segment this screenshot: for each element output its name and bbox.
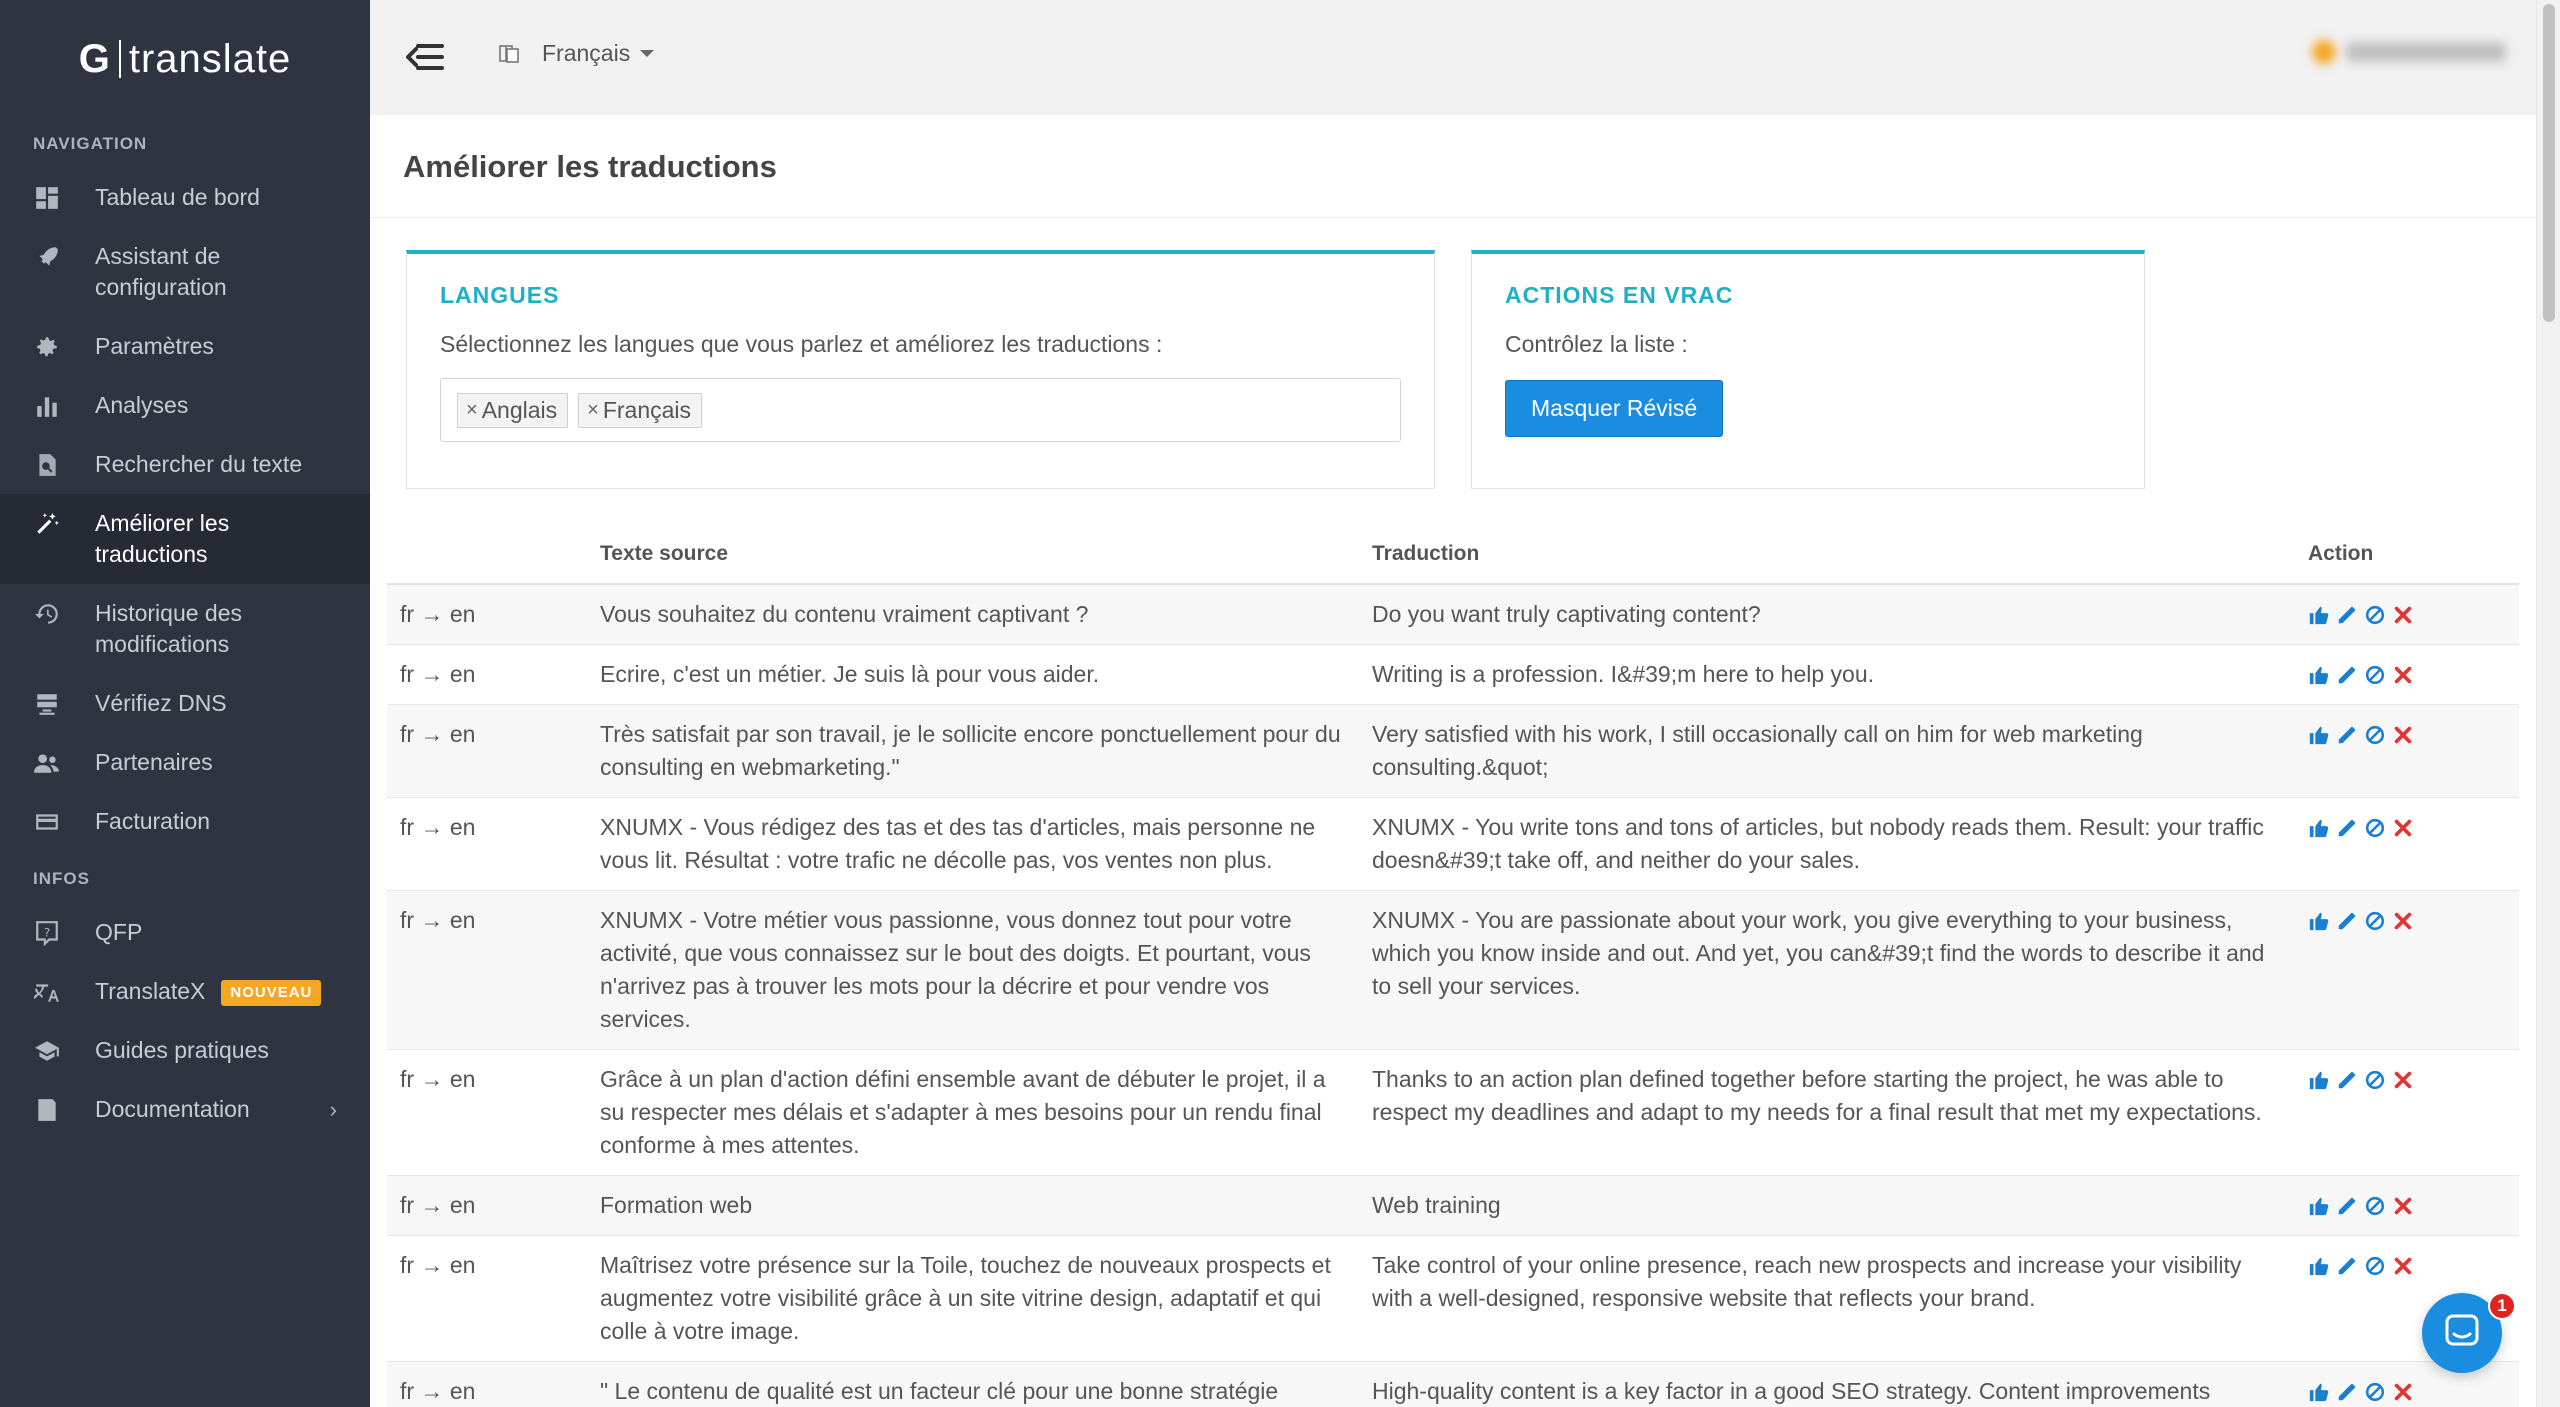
row-direction: fr → en: [400, 907, 476, 933]
history-icon: [33, 600, 61, 628]
thumbs-up-icon[interactable]: [2308, 604, 2330, 626]
delete-icon[interactable]: [2392, 1381, 2414, 1403]
language-tag-label: Anglais: [481, 396, 558, 423]
sidebar-item-documentation[interactable]: [0, 1080, 370, 1139]
ban-icon[interactable]: [2364, 604, 2386, 626]
sidebar-item-faq[interactable]: [0, 903, 370, 962]
sidebar-item-guides[interactable]: [0, 1021, 370, 1080]
thumbs-up-icon[interactable]: [2308, 910, 2330, 932]
row-translation-text: Take control of your online presence, reach new prospects and increase your visibility with a well-designed, responsive website that reflects your brand.: [1372, 1252, 2242, 1311]
delete-icon[interactable]: [2392, 724, 2414, 746]
row-actions: [2308, 705, 2519, 797]
row-translation-text: Writing is a profession. I&#39;m here to help you.: [1372, 661, 1875, 687]
chat-notification-badge: 1: [2488, 1292, 2516, 1320]
row-source-text: Maîtrisez votre présence sur la Toile, touchez de nouveaux prospects et augmentez votre visibilité grâce à un site vitrine design, adaptatif et qui colle à votre image.: [600, 1252, 1331, 1344]
pencil-icon[interactable]: [2336, 817, 2358, 839]
languages-tag-input[interactable]: [440, 378, 1401, 442]
row-direction: fr → en: [400, 601, 476, 627]
row-direction: fr → en: [400, 1252, 476, 1278]
main-content: [370, 115, 2536, 1407]
row-actions: [2308, 645, 2519, 704]
row-direction: fr → en: [400, 814, 476, 840]
delete-icon[interactable]: [2392, 1255, 2414, 1277]
row-source-text: Ecrire, c'est un métier. Je suis là pour vous aider.: [600, 661, 1100, 687]
language-selector-label: Français: [542, 40, 631, 66]
row-translation-text: XNUMX - You are passionate about your work, you give everything to your business, which you know inside and out. And yet, you can&#39;t find the words to describe it and to sell your services.: [1372, 907, 2265, 999]
collapse-sidebar-icon[interactable]: [406, 42, 444, 72]
table-row: [387, 1176, 2519, 1236]
row-direction: fr → en: [400, 1192, 476, 1218]
sidebar-item-label: Facturation: [95, 808, 211, 834]
sidebar-item-label: Partenaires: [95, 749, 213, 775]
sidebar-item-label: Tableau de bord: [95, 184, 260, 210]
chevron-right-icon: ›: [329, 1097, 337, 1122]
row-translation-text: XNUMX - You write tons and tons of articles, but nobody reads them. Result: your traffic doesn&#39;t take off, and neither do your sales.: [1372, 814, 2264, 873]
translate-icon: [33, 978, 61, 1006]
rocket-icon: [33, 243, 61, 271]
pencil-icon[interactable]: [2336, 910, 2358, 932]
row-source-text: Grâce à un plan d'action défini ensemble avant de débuter le projet, il a su respecter mes délais et s'adapter à mes besoins pour un rendu final conforme à mes attentes.: [600, 1066, 1326, 1158]
sidebar-item-label: TranslateX: [95, 978, 206, 1004]
sidebar-item-label: Documentation: [95, 1096, 250, 1122]
row-actions: [2308, 798, 2519, 890]
row-source-text: Très satisfait par son travail, je le sollicite encore ponctuellement pour du consulting en webmarketing.": [600, 721, 1341, 780]
thumbs-up-icon[interactable]: [2308, 1069, 2330, 1091]
sidebar-item-partners[interactable]: [0, 733, 370, 792]
logo-divider: [119, 40, 121, 78]
delete-icon[interactable]: [2392, 817, 2414, 839]
new-badge: NOUVEAU: [221, 980, 321, 1006]
thumbs-up-icon[interactable]: [2308, 1255, 2330, 1277]
table-row: [387, 705, 2519, 798]
sidebar: [0, 0, 370, 1407]
table-row: [387, 585, 2519, 645]
row-actions: [2308, 1176, 2519, 1235]
svg-text:?: ?: [43, 925, 51, 940]
nav-section-label: NAVIGATION: [33, 134, 148, 153]
row-actions: [2308, 1362, 2519, 1407]
language-selector[interactable]: [498, 40, 654, 67]
sidebar-item-label: Vérifiez DNS: [95, 690, 227, 716]
pencil-icon[interactable]: [2336, 1195, 2358, 1217]
row-translation-text: Thanks to an action plan defined together before starting the project, he was able to respect my deadlines and adapt to my needs for a final result that met my expectations.: [1372, 1066, 2262, 1125]
sidebar-item-dashboard[interactable]: [0, 168, 370, 227]
bulk-actions-box: [1471, 250, 2145, 489]
sidebar-item-history[interactable]: [0, 584, 370, 674]
row-actions: [2308, 1050, 2519, 1175]
hide-reviewed-button[interactable]: Masquer Révisé: [1505, 380, 1723, 437]
sidebar-item-label: Améliorer les traductions: [95, 510, 230, 567]
row-direction: fr → en: [400, 661, 476, 687]
magic-wand-icon: [33, 510, 61, 538]
server-icon: [33, 690, 61, 718]
sidebar-item-label: Analyses: [95, 392, 189, 418]
thumbs-up-icon[interactable]: [2308, 1381, 2330, 1403]
avatar: [2312, 40, 2336, 64]
topbar: [370, 0, 2536, 115]
languages-box-text: Sélectionnez les langues que vous parlez et améliorez les traductions :: [440, 331, 1163, 357]
table-row: [387, 1362, 2519, 1407]
pencil-icon[interactable]: [2336, 1381, 2358, 1403]
row-source-text: Vous souhaitez du contenu vraiment captivant ?: [600, 601, 1089, 627]
table-row: [387, 1236, 2519, 1362]
sidebar-item-label: Rechercher du texte: [95, 451, 303, 477]
row-translation-text: Web training: [1372, 1192, 1501, 1218]
header-translation: Traduction: [1372, 542, 1480, 565]
ban-icon[interactable]: [2364, 724, 2386, 746]
dashboard-icon: [33, 184, 61, 212]
translations-table: [387, 525, 2519, 1407]
row-actions: [2308, 891, 2519, 1049]
delete-icon[interactable]: [2392, 1069, 2414, 1091]
logo-g: G: [78, 36, 111, 81]
sidebar-item-search-text[interactable]: [0, 435, 370, 494]
bulk-actions-text: Contrôlez la liste :: [1505, 331, 1688, 357]
language-tag: [578, 393, 702, 428]
thumbs-up-icon[interactable]: [2308, 1195, 2330, 1217]
ban-icon[interactable]: [2364, 1381, 2386, 1403]
language-tag: [457, 393, 568, 428]
pencil-icon[interactable]: [2336, 724, 2358, 746]
sidebar-item-billing[interactable]: [0, 792, 370, 851]
infos-section-label: INFOS: [33, 869, 90, 888]
table-row: [387, 645, 2519, 705]
delete-icon[interactable]: [2392, 1195, 2414, 1217]
ban-icon[interactable]: [2364, 1255, 2386, 1277]
app-logo[interactable]: [0, 0, 370, 118]
logo-word: translate: [128, 36, 292, 81]
sidebar-item-improve-translations[interactable]: [0, 494, 370, 584]
question-icon: [33, 919, 61, 947]
row-direction: fr → en: [400, 721, 476, 747]
row-source-text: Formation web: [600, 1192, 753, 1218]
remove-tag-icon[interactable]: ×: [466, 398, 478, 421]
row-translation-text: High-quality content is a key factor in a good SEO strategy. Content improvements: [1372, 1378, 2211, 1404]
scrollbar-thumb[interactable]: [2543, 4, 2555, 322]
ban-icon[interactable]: [2364, 1195, 2386, 1217]
user-name-blurred: [2346, 42, 2506, 62]
pencil-icon[interactable]: [2336, 1255, 2358, 1277]
table-row: [387, 1050, 2519, 1176]
ban-icon[interactable]: [2364, 1069, 2386, 1091]
remove-tag-icon[interactable]: ×: [587, 398, 599, 421]
header-source: Texte source: [600, 542, 728, 565]
user-menu[interactable]: [2312, 40, 2506, 64]
row-translation-text: Do you want truly captivating content?: [1372, 601, 1761, 627]
table-header: [387, 525, 2519, 585]
ban-icon[interactable]: [2364, 910, 2386, 932]
thumbs-up-icon[interactable]: [2308, 664, 2330, 686]
thumbs-up-icon[interactable]: [2308, 724, 2330, 746]
bar-chart-icon: [33, 392, 61, 420]
credit-card-icon: [33, 808, 61, 836]
language-tag-label: Français: [602, 396, 692, 423]
sidebar-item-translatex[interactable]: [0, 962, 370, 1021]
row-source-text: XNUMX - Vous rédigez des tas et des tas d'articles, mais personne ne vous lit. Résultat : votre trafic ne décolle pas, vos ventes non plus.: [600, 814, 1316, 873]
users-icon: [33, 749, 61, 777]
gear-icon: [33, 333, 61, 361]
delete-icon[interactable]: [2392, 664, 2414, 686]
scrollbar[interactable]: [2536, 0, 2560, 1407]
ban-icon[interactable]: [2364, 664, 2386, 686]
sidebar-item-setup-wizard[interactable]: [0, 227, 370, 317]
pencil-icon[interactable]: [2336, 664, 2358, 686]
header-action: Action: [2308, 542, 2374, 565]
delete-icon[interactable]: [2392, 910, 2414, 932]
row-direction: fr → en: [400, 1066, 476, 1092]
ban-icon[interactable]: [2364, 817, 2386, 839]
sidebar-item-label: Paramètres: [95, 333, 214, 359]
bulk-actions-title: ACTIONS EN VRAC: [1505, 282, 1734, 308]
row-source-text: XNUMX - Votre métier vous passionne, vous donnez tout pour votre activité, que vous connaissez sur le bout des doigts. Et pourtant, vous n'arrivez pas à trouver les mots pour la décrire et pour vendre vos services.: [600, 907, 1311, 1032]
chevron-down-icon: [640, 50, 654, 57]
sidebar-item-analytics[interactable]: [0, 376, 370, 435]
page-title: Améliorer les traductions: [370, 115, 2536, 218]
sidebar-item-label: Assistant de configuration: [95, 243, 227, 300]
sidebar-item-check-dns[interactable]: [0, 674, 370, 733]
delete-icon[interactable]: [2392, 604, 2414, 626]
table-row: [387, 891, 2519, 1050]
languages-box: [406, 250, 1435, 489]
sidebar-item-label: QFP: [95, 919, 143, 945]
row-translation-text: Very satisfied with his work, I still occasionally call on him for web marketing consulting.&quot;: [1372, 721, 2143, 780]
flag-icon: [498, 43, 520, 65]
table-row: [387, 798, 2519, 891]
row-source-text: " Le contenu de qualité est un facteur clé pour une bonne stratégie: [600, 1378, 1279, 1404]
pencil-icon[interactable]: [2336, 604, 2358, 626]
sidebar-item-label: Guides pratiques: [95, 1037, 269, 1063]
book-icon: [33, 1096, 61, 1124]
sidebar-item-label: Historique des modifications: [95, 600, 243, 657]
thumbs-up-icon[interactable]: [2308, 817, 2330, 839]
row-direction: fr → en: [400, 1378, 476, 1404]
search-doc-icon: [33, 451, 61, 479]
sidebar-item-settings[interactable]: [0, 317, 370, 376]
graduation-cap-icon: [33, 1037, 61, 1065]
chat-icon: [2443, 1312, 2481, 1355]
languages-box-title: LANGUES: [440, 282, 560, 308]
row-actions: [2308, 585, 2519, 644]
pencil-icon[interactable]: [2336, 1069, 2358, 1091]
